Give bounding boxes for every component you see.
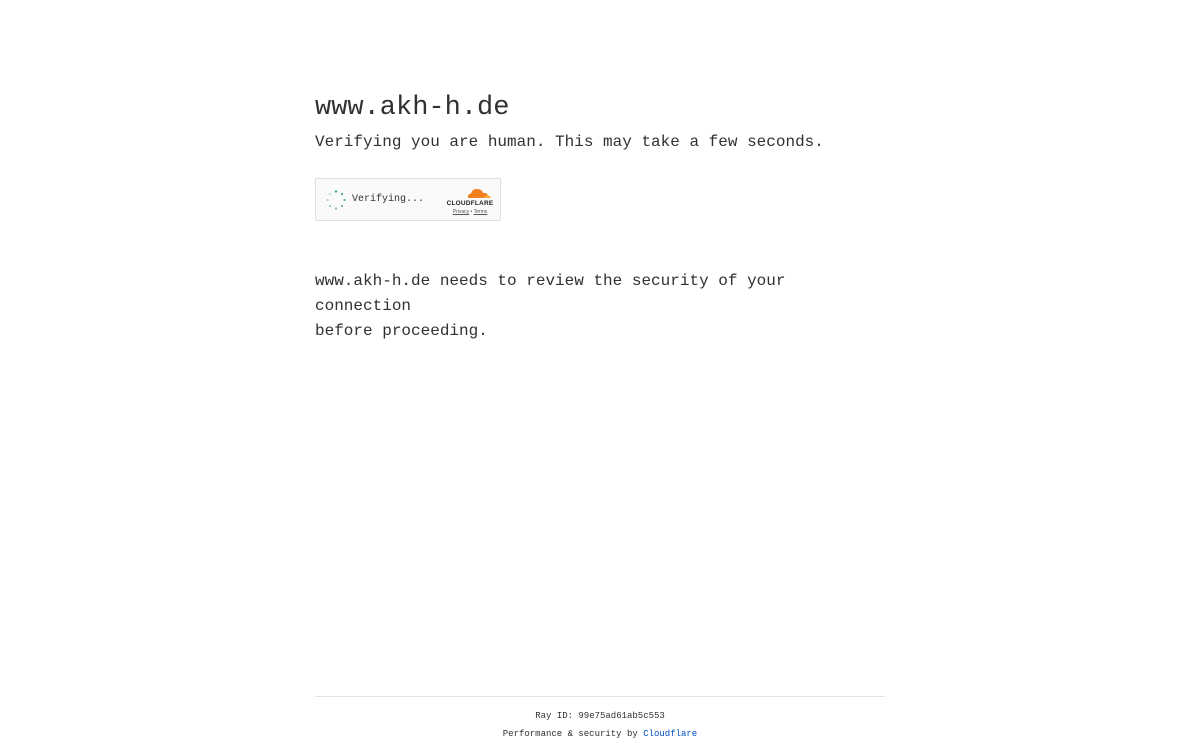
verifying-subtitle: Verifying you are human. This may take a few seconds. [315, 133, 824, 151]
performance-credit [315, 728, 885, 740]
footer [315, 696, 885, 740]
page-title: www.akh-h.de [315, 93, 510, 123]
link-separator: • [470, 209, 473, 215]
ray-id: Ray ID: 99e75ad61ab5c553 [535, 711, 665, 721]
cloudflare-wordmark: CLOUDFLARE [446, 200, 494, 207]
terms-link[interactable]: Terms [473, 209, 488, 215]
turnstile-widget[interactable] [315, 178, 501, 221]
widget-links [446, 209, 494, 215]
verifying-status: Verifying... [352, 194, 425, 205]
performance-prefix: Performance & security by [502, 729, 644, 739]
review-line-1: www.akh-h.de needs to review the security of your connection [315, 272, 786, 315]
cloudflare-logo-icon [446, 186, 494, 200]
spinner-icon [326, 190, 346, 210]
privacy-link[interactable]: Privacy [452, 209, 470, 215]
main-content [315, 88, 885, 340]
review-line-2: before proceeding. [315, 322, 488, 340]
cloudflare-link[interactable]: Cloudflare [643, 729, 698, 739]
cloudflare-branding [446, 186, 494, 216]
security-review-message [315, 269, 885, 344]
